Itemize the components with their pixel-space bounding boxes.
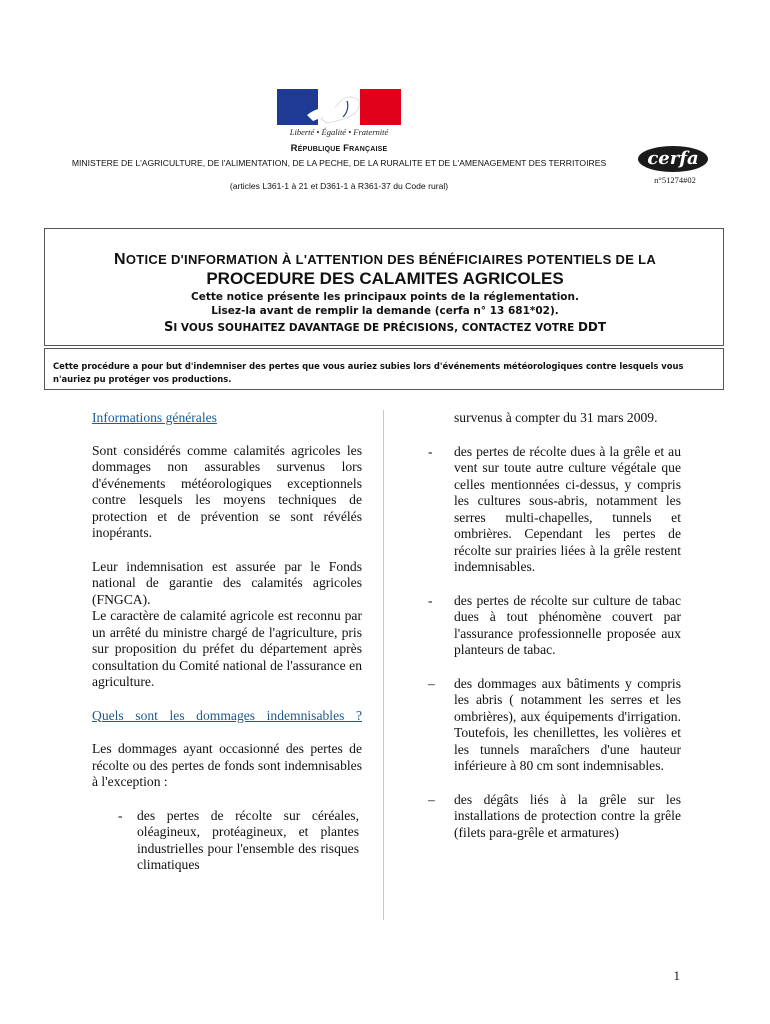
notice-presentation: Cette notice présente les principaux points de la réglementation. — [191, 291, 579, 303]
ministry-name: MINISTERE DE L'AGRICULTURE, DE l'ALIMENTATION, DE LA PECHE, DE LA RURALITE ET DE L'AMENAGEMENT DES TERRITOIRES — [71, 158, 607, 168]
bullet-mark: - — [118, 807, 123, 823]
bullet-text: des pertes de récolte sur culture de tabac dues à tout phénomène couvert par l'assurance professionnelle proposée aux planteurs de tabac. — [454, 592, 681, 657]
paragraph-exceptions: Les dommages ayant occasionné des pertes de récolte ou des pertes de fonds sont indemnisables à l'exception : — [92, 741, 362, 789]
right-column — [428, 410, 681, 841]
heading-informations-generales: Informations générales — [92, 410, 217, 425]
contact-initial: S — [163, 320, 174, 335]
cerfa-logo: cerfa — [638, 146, 708, 172]
heading-dommages-indemnisables: Quels sont les dommages indemnisables ? — [92, 707, 362, 723]
contact-text: I VOUS SOUHAITEZ DAVANTAGE DE PRÉCISIONS, CONTACTEZ VOTRE — [173, 322, 575, 334]
ddt-label: DDT — [577, 320, 607, 334]
bullet-text: des dégâts liés à la grêle sur les installations de protection contre la grêle (filets para-grêle et armatures) — [454, 791, 681, 840]
notice-read-before: Lisez-la avant de remplir la demande (cerfa n° 13 681*02). — [211, 305, 559, 317]
notice-title-box — [44, 228, 724, 346]
list-item — [92, 808, 362, 874]
paragraph-arrete: Le caractère de calamité agricole est reconnu par un arrêté du ministre chargé de l'agriculture, pris sur proposition du préfet du département après consultation du Comité national de l'assurance en agriculture. — [92, 608, 362, 689]
cerfa-number: n°51274#02 — [654, 175, 696, 185]
continuation-text: survenus à compter du 31 mars 2009. — [454, 410, 658, 425]
notice-contact — [45, 320, 725, 335]
bullet-text: des dommages aux bâtiments y compris les abris ( notamment les serres et les ombrières), aux équipements d'irrigation. Toutefois, les chenillettes, les volières et les tunnels maraîchers d'une hauteur inférieure à 80 cm sont indemnisables. — [454, 675, 681, 773]
list-item — [428, 593, 681, 659]
bullet-text: des pertes de récolte dues à la grêle et au vent sur toute autre culture végétale que celles mentionnées ci-dessus, y compris les cultures sous-abris, notamment les serres multi-chapelles, tunnels et ombrières. Cependant les pertes de récolte sur prairies liées à la grêle restent indemnisables. — [454, 443, 681, 574]
paragraph-fngca: Leur indemnisation est assurée par le Fonds national de garantie des calamités agricoles (FNGCA). — [92, 558, 362, 607]
republic-motto: Liberté • Égalité • Fraternité — [289, 127, 389, 137]
marianne-profile-icon — [277, 89, 401, 125]
list-item — [428, 676, 681, 775]
list-item — [428, 444, 681, 576]
bullet-mark: - — [428, 592, 433, 608]
paragraph-definition: Sont considérés comme calamités agricoles les dommages non assurables survenus lors d'événements météorologiques exceptionnels contre lesquels les moyens techniques de protection et de prévention se sont révélés inopérants. — [92, 442, 362, 540]
left-column — [92, 410, 362, 874]
document-header — [0, 0, 770, 200]
page-number: 1 — [673, 968, 680, 983]
list-item — [428, 792, 681, 842]
code-rural-articles: (articles L361-1 à 21 et D361-1 à R361-37 du Code rural) — [229, 181, 449, 191]
notice-title-text: OTICE D'INFORMATION À L'ATTENTION DES BÉNÉFICIAIRES POTENTIELS DE LA — [125, 252, 657, 267]
notice-title — [45, 251, 725, 269]
procedure-title: PROCEDURE DES CALAMITES AGRICOLES — [206, 269, 564, 288]
purpose-box — [44, 348, 724, 390]
republique-francaise: République Française — [290, 143, 388, 154]
column-divider — [383, 410, 384, 920]
bullet-text: des pertes de récolte sur céréales, oléagineux, protéagineux, et plantes industrielles pour l'ensemble des risques climatiques — [137, 807, 359, 872]
notice-title-initial: N — [113, 251, 126, 268]
bullet-mark: – — [428, 675, 435, 691]
purpose-text: Cette procédure a pour but d'indemniser des pertes que vous auriez subies lors d'événements météorologiques contre lesquels vous n'auriez pu protéger vos productions. — [53, 361, 684, 384]
bullet-mark: - — [428, 443, 433, 459]
bullet-mark: – — [428, 791, 435, 807]
